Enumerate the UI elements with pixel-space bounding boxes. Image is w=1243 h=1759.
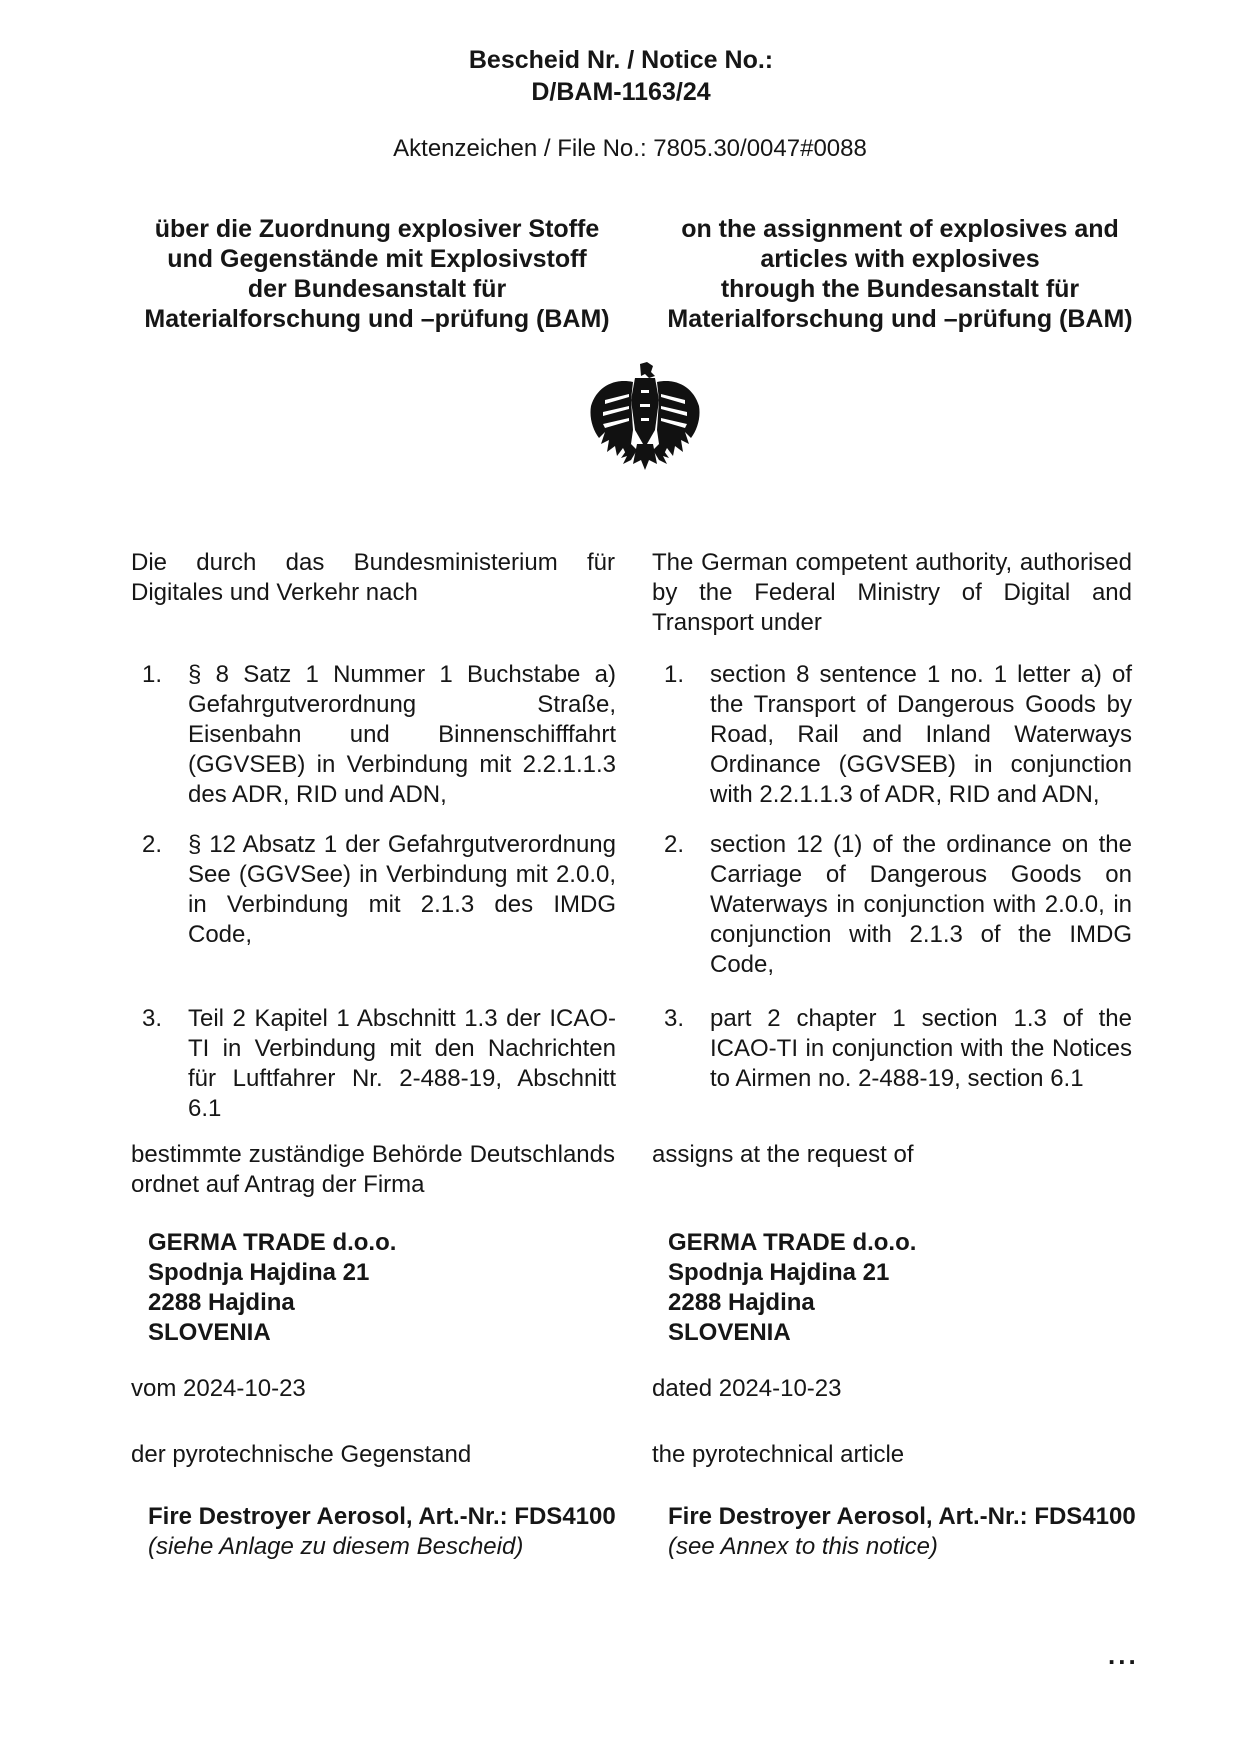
address-line: Spodnja Hajdina 21 xyxy=(148,1259,370,1286)
notice-number: D/BAM-1163/24 xyxy=(531,78,711,106)
german-assign-text: bestimmte zuständige Behörde Deutschlands ordnet auf Antrag der Firma xyxy=(131,1141,615,1198)
german-intro: Die durch das Bundesministerium für Digitales und Verkehr nach xyxy=(131,549,615,606)
title-de-line: der Bundesanstalt für xyxy=(247,275,507,303)
title-english xyxy=(640,214,1160,334)
english-assign-text: assigns at the request of xyxy=(652,1141,914,1168)
title-en-line: articles with explosives xyxy=(760,245,1040,273)
file-number: Aktenzeichen / File No.: 7805.30/0047#0088 xyxy=(393,135,867,162)
address-line: 2288 Hajdina xyxy=(668,1289,815,1316)
list-text: part 2 chapter 1 section 1.3 of the ICAO-TI in conjunction with the Notices to Airmen no. 2-488-19, section 6.1 xyxy=(710,1005,1132,1092)
address-line: Spodnja Hajdina 21 xyxy=(668,1259,890,1286)
address-line: SLOVENIA xyxy=(668,1319,791,1346)
list-text: § 12 Absatz 1 der Gefahrgutverordnung See (GGVSee) in Verbindung mit 2.0.0, in Verbindung mit 2.1.3 des IMDG Code, xyxy=(188,831,616,948)
english-annex-note: (see Annex to this notice) xyxy=(668,1533,938,1560)
list-number: 1. xyxy=(141,661,162,688)
english-intro: The German competent authority, authorised by the Federal Ministry of Digital and Transport under xyxy=(652,549,1132,636)
english-article-name: Fire Destroyer Aerosol, Art.-Nr.: FDS4100 xyxy=(668,1503,1136,1530)
list-text: section 12 (1) of the ordinance on the Carriage of Dangerous Goods on Waterways in conjunction with 2.0.0, in conjunction with 2.1.3 of the IMDG Code, xyxy=(710,831,1132,978)
english-article-intro: the pyrotechnical article xyxy=(652,1441,905,1468)
german-company-address xyxy=(148,1228,608,1348)
german-article-intro: der pyrotechnische Gegenstand xyxy=(131,1441,472,1468)
federal-eagle-icon xyxy=(584,360,706,486)
title-en-line: on the assignment of explosives and xyxy=(681,215,1119,243)
title-en-line: through the Bundesanstalt für xyxy=(720,275,1080,303)
list-number: 3. xyxy=(663,1005,684,1032)
list-number: 2. xyxy=(141,831,162,858)
list-number: 2. xyxy=(663,831,684,858)
english-company-address xyxy=(668,1228,1128,1348)
title-german xyxy=(112,214,642,334)
list-text: Teil 2 Kapitel 1 Abschnitt 1.3 der ICAO-TI in Verbindung mit den Nachrichten für Luftfahrer Nr. 2-488-19, Abschnitt 6.1 xyxy=(188,1005,616,1122)
address-line: GERMA TRADE d.o.o. xyxy=(148,1229,397,1256)
list-number: 3. xyxy=(141,1005,162,1032)
list-text: § 8 Satz 1 Nummer 1 Buchstabe a) Gefahrgutverordnung Straße, Eisenbahn und Binnenschifffahrt (GGVSEB) in Verbindung mit 2.2.1.1.3 des ADR, RID und ADN, xyxy=(188,661,616,808)
title-de-line: über die Zuordnung explosiver Stoffe xyxy=(154,215,600,243)
notice-number-label: Bescheid Nr. / Notice No.: xyxy=(468,46,774,74)
address-line: 2288 Hajdina xyxy=(148,1289,295,1316)
german-article-name: Fire Destroyer Aerosol, Art.-Nr.: FDS4100 xyxy=(148,1503,616,1530)
title-de-line: Materialforschung und –prüfung (BAM) xyxy=(144,305,610,333)
title-de-line: und Gegenstände mit Explosivstoff xyxy=(167,245,587,273)
german-date: vom 2024-10-23 xyxy=(131,1375,306,1402)
continuation-marker: ... xyxy=(1108,1640,1139,1670)
list-number: 1. xyxy=(663,661,684,688)
list-text: section 8 sentence 1 no. 1 letter a) of the Transport of Dangerous Goods by Road, Rail and Inland Waterways Ordinance (GGVSEB) in conjunction with 2.2.1.1.3 of ADR, RID and ADN, xyxy=(710,661,1132,808)
title-en-line: Materialforschung und –prüfung (BAM) xyxy=(667,305,1133,333)
english-date: dated 2024-10-23 xyxy=(652,1375,842,1402)
address-line: GERMA TRADE d.o.o. xyxy=(668,1229,917,1256)
german-annex-note: (siehe Anlage zu diesem Bescheid) xyxy=(148,1533,524,1560)
address-line: SLOVENIA xyxy=(148,1319,271,1346)
